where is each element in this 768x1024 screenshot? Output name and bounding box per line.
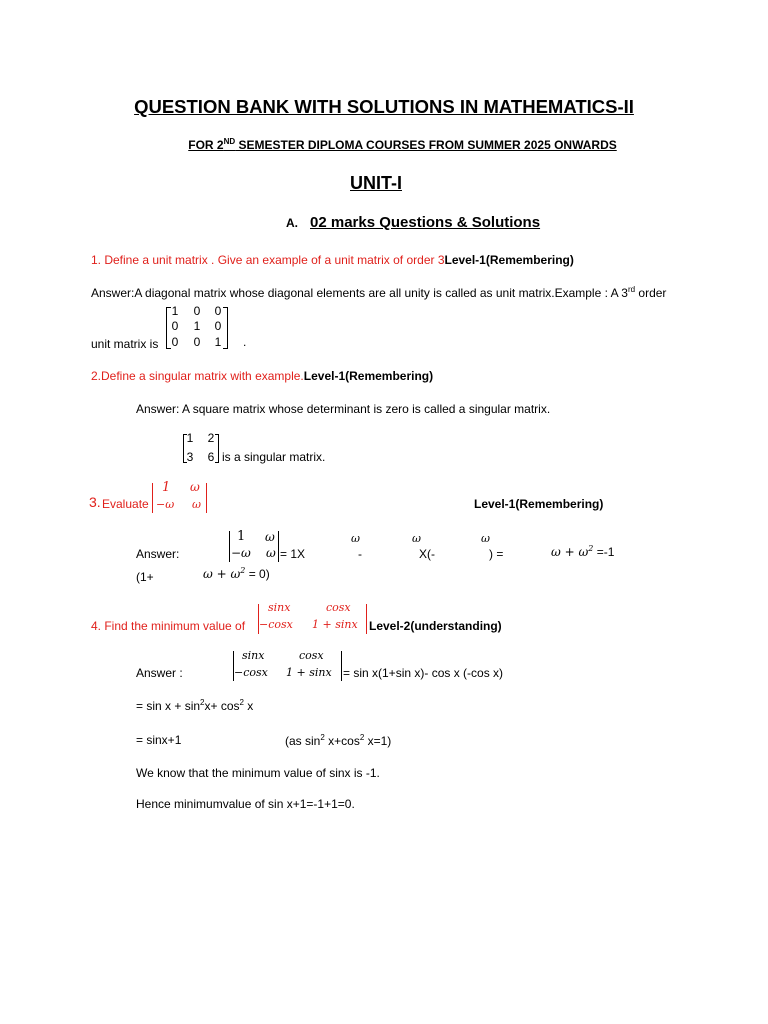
question-1 <box>91 253 574 267</box>
a4-line3-d: x=1) <box>364 734 392 748</box>
a4-sup: 2 <box>359 733 365 742</box>
singular-matrix-cell: 2 <box>207 431 215 445</box>
answer-1-sup: rd <box>627 285 636 294</box>
a4-line2-a: = sin x + sin <box>136 699 201 713</box>
a3-det-cell: ω <box>265 530 275 544</box>
section-letter: A. <box>286 216 298 230</box>
a3-det-cell: 1 <box>237 529 246 544</box>
a4-line3-a: = sinx+1 <box>136 733 182 747</box>
unit-matrix-suffix: . <box>243 335 247 349</box>
a3-note <box>203 566 270 581</box>
q4-det-right-bar <box>366 604 367 634</box>
a3-det-right-bar <box>278 531 279 562</box>
unit-matrix-cell: 0 <box>193 335 201 349</box>
question-4-level: Level-2(understanding) <box>369 619 502 633</box>
a4-line2-c: x <box>243 699 254 713</box>
question-3-level: Level-1(Remembering) <box>474 497 604 511</box>
a4-line3-b-text: (as sin <box>285 734 321 748</box>
a3-eq1: = 1X <box>280 547 306 561</box>
question-3-number: 3. <box>89 494 101 510</box>
answer-3-label: Answer: <box>136 547 180 561</box>
unit-heading: UNIT-I <box>350 173 402 193</box>
a4-sup: 2 <box>239 698 244 707</box>
question-3-evaluate: Evaluate <box>102 497 149 511</box>
a3-minus: - <box>358 547 362 561</box>
singular-matrix-cell: 1 <box>186 431 194 445</box>
a4-line1: = sin x(1+sin x)- cos x (-cos x) <box>343 666 504 680</box>
page-subtitle <box>0 137 768 152</box>
a3-note-open: (1+ <box>136 570 154 584</box>
page-title: QUESTION BANK WITH SOLUTIONS IN MATHEMATICS-II <box>134 96 634 117</box>
subtitle-post: SEMESTER DIPLOMA COURSES FROM SUMMER 2025 ONWARDS <box>235 138 617 152</box>
answer-1-main: Answer:A diagonal matrix whose diagonal elements are all unity is called as unit matrix.Example : A 3 <box>91 286 628 300</box>
answer-1-tail: order <box>635 286 667 300</box>
unit-matrix-cell: 0 <box>214 304 222 318</box>
question-4-text: 4. Find the minimum value of <box>91 619 246 633</box>
a4-det-cell: cosx <box>299 649 324 662</box>
q4-det-cell: sinx <box>268 601 291 614</box>
a4-det-right-bar <box>341 651 342 681</box>
singular-matrix-cell: 6 <box>207 450 215 464</box>
a3-det-cell: ω <box>266 546 276 560</box>
a4-det-cell: 1 + sinx <box>286 666 332 679</box>
subtitle-pre: FOR 2 <box>188 138 224 152</box>
answer-4-label: Answer : <box>136 666 183 680</box>
q3-det-cell: −ω <box>156 498 175 511</box>
a4-sup: 2 <box>320 733 325 742</box>
question-2-text: 2.Define a singular matrix with example. <box>91 369 304 383</box>
singular-matrix-suffix: is a singular matrix. <box>222 450 326 464</box>
a3-note-tail: = 0) <box>245 567 270 581</box>
a3-result-tail: =-1 <box>593 545 615 559</box>
section-title: 02 marks Questions & Solutions <box>310 214 541 231</box>
question-1-text: 1. Define a unit matrix . Give an example of a unit matrix of order 3 <box>91 253 445 267</box>
a3-close-eq: ) = <box>489 547 504 561</box>
a4-line5: Hence minimumvalue of sin x+1=-1+1=0. <box>136 797 355 811</box>
unit-matrix-cell: 0 <box>214 319 222 333</box>
unit-matrix-cell: 0 <box>193 304 201 318</box>
q4-det-cell: cosx <box>326 601 351 614</box>
a4-sup: 2 <box>200 698 205 707</box>
question-1-level: Level-1(Remembering) <box>444 253 574 267</box>
a3-x-paren: X(- <box>419 547 435 561</box>
a3-omega: ω <box>351 532 360 545</box>
unit-matrix-cell: 1 <box>193 319 201 333</box>
a4-det-cell: −cosx <box>234 666 268 679</box>
a4-line4: We know that the minimum value of sinx is -1. <box>136 766 380 780</box>
q3-det-left-bar <box>152 483 153 513</box>
a4-line3-b <box>285 733 391 748</box>
a3-det-cell: −ω <box>231 546 251 560</box>
q4-det-cell: −cosx <box>259 618 293 631</box>
answer-1-text <box>91 285 666 300</box>
unit-matrix-cell: 0 <box>171 319 179 333</box>
singular-matrix-cell: 3 <box>186 450 194 464</box>
subtitle-sup: ND <box>223 137 236 146</box>
unit-matrix-cell: 1 <box>214 335 222 349</box>
q3-det-right-bar <box>206 483 207 513</box>
q3-det-cell: ω <box>192 498 201 511</box>
q4-det-cell: 1 + sinx <box>312 618 358 631</box>
a3-omega: ω <box>481 532 490 545</box>
a4-line2-b: x+ cos <box>204 699 240 713</box>
a3-result <box>551 544 614 559</box>
a4-line3-c: x+cos <box>324 734 360 748</box>
q3-det-cell: 1 <box>162 480 171 495</box>
answer-2-text: Answer: A square matrix whose determinant is zero is called a singular matrix. <box>136 402 551 416</box>
a3-omega: ω <box>412 532 421 545</box>
a3-det-left-bar <box>229 531 230 562</box>
section-heading <box>286 214 540 231</box>
question-2 <box>91 369 433 383</box>
q3-det-cell: ω <box>190 480 200 494</box>
unit-matrix-cell: 1 <box>171 304 179 318</box>
a3-result-sup: 2 <box>588 544 594 553</box>
a3-note-math: ω + ω <box>203 567 241 581</box>
a4-det-cell: sinx <box>242 649 265 662</box>
question-2-level: Level-1(Remembering) <box>303 369 434 383</box>
a3-result-math: ω + ω <box>551 545 589 559</box>
unit-matrix-cell: 0 <box>171 335 179 349</box>
unit-matrix-prefix: unit matrix is <box>91 337 159 351</box>
a4-line2 <box>136 698 253 713</box>
a3-note-sup: 2 <box>240 566 246 575</box>
